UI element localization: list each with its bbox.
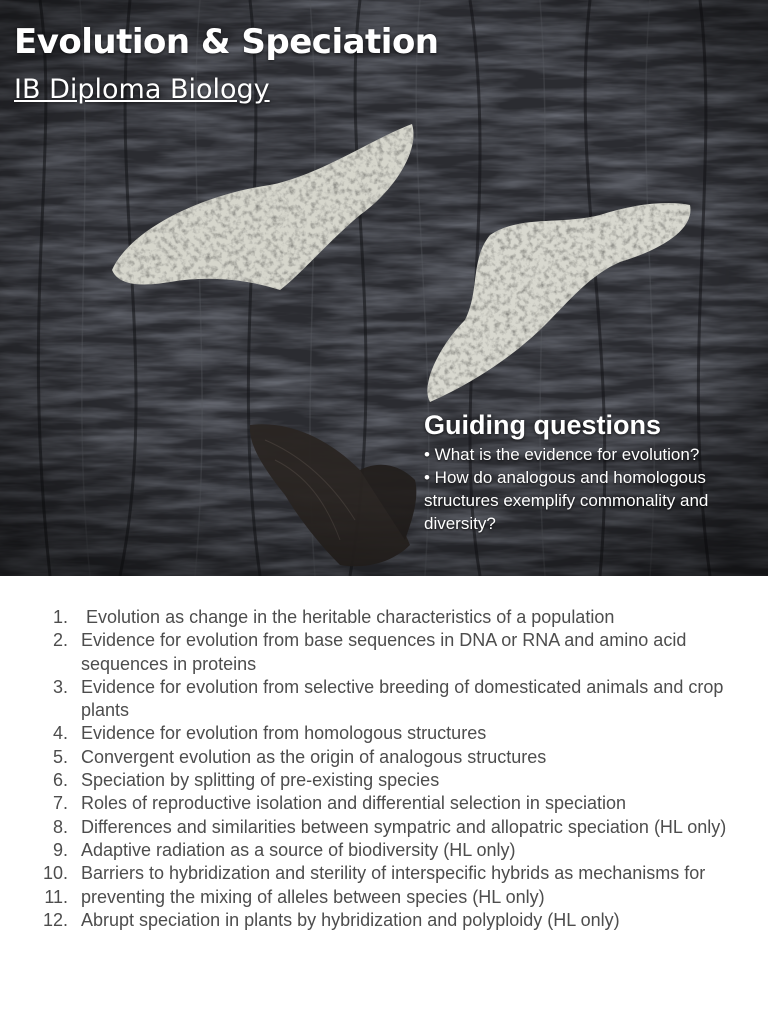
topic-list bbox=[0, 606, 760, 932]
guiding-question-1: • What is the evidence for evolution? bbox=[424, 445, 700, 464]
list-text: Abrupt speciation in plants by hybridization and polyploidy (HL only) bbox=[81, 909, 620, 930]
list-text: Evidence for evolution from selective breeding of domesticated animals and crop plants bbox=[81, 676, 724, 721]
list-number: 7. bbox=[52, 793, 68, 814]
course-subtitle: IB Diploma Biology bbox=[14, 74, 270, 105]
list-text: Convergent evolution as the origin of analogous structures bbox=[81, 746, 547, 767]
list-number: 9. bbox=[52, 839, 68, 860]
list-item bbox=[0, 839, 760, 862]
list-item bbox=[0, 816, 760, 839]
list-text: preventing the mixing of alleles between species (HL only) bbox=[81, 886, 545, 907]
list-number: 4. bbox=[52, 723, 68, 744]
guiding-heading: Guiding questions bbox=[424, 410, 661, 440]
page-title: Evolution & Speciation bbox=[14, 22, 439, 62]
list-item bbox=[0, 886, 760, 909]
list-number: 11. bbox=[44, 886, 68, 907]
list-item bbox=[0, 909, 760, 932]
list-item bbox=[0, 862, 760, 885]
list-number: 10. bbox=[42, 863, 68, 884]
list-number: 12. bbox=[42, 909, 68, 930]
guiding-questions bbox=[424, 410, 754, 535]
list-text: Evidence for evolution from base sequences in DNA or RNA and amino acid sequences in proteins bbox=[81, 630, 687, 674]
list-item bbox=[0, 769, 760, 792]
list-item bbox=[0, 629, 760, 676]
list-item bbox=[0, 676, 760, 723]
list-text: Roles of reproductive isolation and differential selection in speciation bbox=[81, 793, 626, 814]
list-number: 5. bbox=[52, 746, 68, 767]
list-item bbox=[0, 792, 760, 815]
list-text: Evidence for evolution from homologous structures bbox=[81, 723, 487, 744]
list-number: 6. bbox=[52, 770, 68, 791]
guiding-question-2: • How do analogous and homologous structures exemplify commonality and diversity? bbox=[424, 468, 709, 533]
list-item bbox=[0, 606, 760, 629]
list-number: 1. bbox=[52, 607, 68, 627]
list-text: Differences and similarities between sympatric and allopatric speciation (HL only) bbox=[81, 816, 727, 837]
list-text: Adaptive radiation as a source of biodiversity (HL only) bbox=[81, 839, 516, 860]
list-number: 2. bbox=[52, 630, 68, 651]
list-text: Speciation by splitting of pre-existing species bbox=[81, 770, 440, 791]
list-item bbox=[0, 746, 760, 769]
list-text: Evolution as change in the heritable characteristics of a population bbox=[81, 607, 615, 627]
list-number: 8. bbox=[52, 816, 68, 837]
list-text: Barriers to hybridization and sterility of interspecific hybrids as mechanisms for bbox=[81, 863, 706, 884]
list-number: 3. bbox=[52, 676, 68, 697]
list-item bbox=[0, 722, 760, 745]
